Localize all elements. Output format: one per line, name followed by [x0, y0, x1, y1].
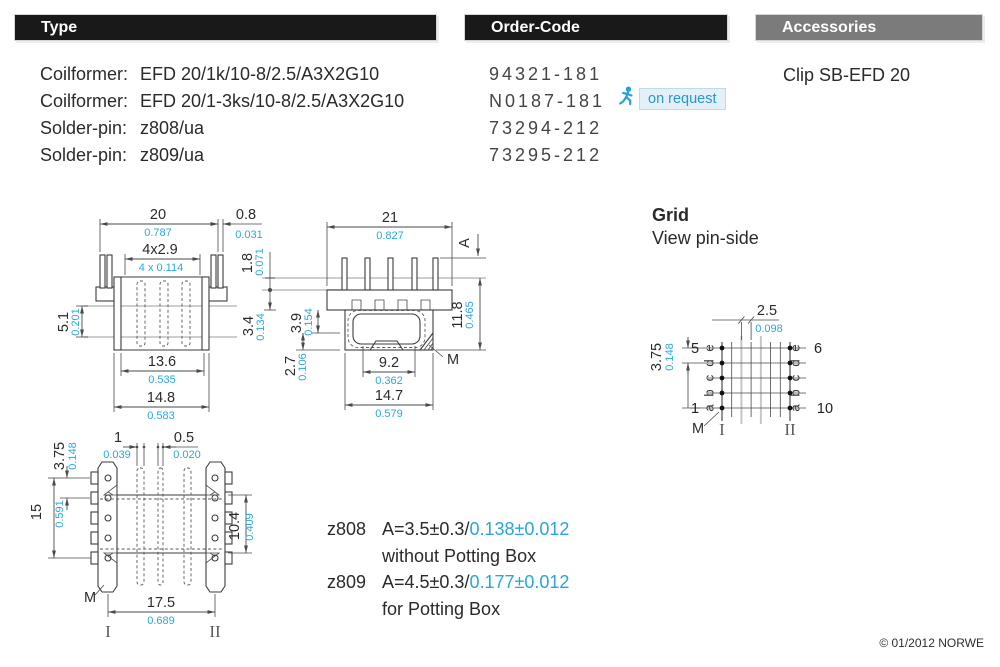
dim-104-mm: 10.4 — [227, 511, 243, 541]
dim-92-mm: 9.2 — [378, 355, 400, 371]
pin-grid-diagram — [649, 303, 833, 439]
pin-row-two-label: II — [209, 622, 221, 641]
dim-175-mm: 17.5 — [146, 595, 176, 611]
grid-dim-375-in: 0.148 — [664, 343, 676, 371]
accessories-header-bar — [755, 14, 983, 41]
grid-col-one-label: I — [719, 420, 725, 439]
type-header-label: Type — [41, 19, 78, 36]
on-request-badge — [617, 87, 726, 111]
dim-20-mm: 20 — [149, 207, 167, 223]
dim-375-in: 0.148 — [67, 442, 79, 470]
chamfer-marker-m: M — [84, 590, 97, 606]
note-row — [327, 543, 569, 570]
grid-row-letter: c — [787, 374, 803, 382]
runner-icon — [617, 85, 637, 114]
order-code-header-bar — [464, 14, 728, 41]
chamfer-marker-m: M — [692, 421, 705, 437]
type-row-label: Coilformer: — [40, 64, 129, 84]
front-view-drawing — [56, 207, 263, 422]
note-formula-inch: 0.177±0.012 — [469, 572, 570, 592]
type-header-bar — [14, 14, 437, 41]
pin-row-one-label: I — [105, 622, 111, 641]
on-request-label: on request — [639, 88, 726, 110]
note-desc: for Potting Box — [382, 598, 501, 619]
dim-136-mm: 13.6 — [147, 354, 177, 370]
dim-05-mm: 0.5 — [173, 430, 195, 446]
dim-147-in: 0.579 — [375, 408, 403, 420]
note-row — [327, 516, 569, 543]
dim-25-in: 0.098 — [755, 323, 783, 335]
dim-147-mm: 14.7 — [374, 388, 404, 404]
grid-row-letter: b — [787, 389, 803, 397]
bottom-view-drawing — [29, 430, 256, 641]
dim-25-mm: 2.5 — [756, 303, 778, 319]
dim-08-mm: 0.8 — [235, 207, 257, 223]
note-indent — [327, 596, 382, 623]
dim-175-in: 0.689 — [147, 615, 175, 627]
dim-51-mm: 5.1 — [56, 311, 72, 333]
order-code: N0187-181 — [489, 91, 606, 111]
dim-27-mm: 2.7 — [283, 355, 299, 377]
dim-18-mm: 1.8 — [240, 252, 256, 274]
grid-row-letter: c — [701, 374, 717, 382]
note-formula-mm: A=3.5±0.3/ — [382, 519, 470, 539]
dim-148-mm: 14.8 — [146, 390, 176, 406]
dim-05-in: 0.020 — [173, 449, 201, 461]
accessory-item: Clip SB-EFD 20 — [783, 65, 911, 85]
dim-148-in: 0.583 — [147, 410, 175, 422]
dim-20-in: 0.787 — [144, 227, 172, 239]
dim-21-in: 0.827 — [376, 230, 404, 242]
grid-dim-375-mm: 3.75 — [649, 342, 665, 372]
order-code-list — [489, 61, 605, 169]
grid-row-letter: a — [701, 404, 717, 412]
grid-row-letter: e — [787, 344, 803, 352]
order-code: 73295-212 — [489, 145, 603, 165]
dim-104-in: 0.409 — [244, 513, 256, 541]
grid-pin-number-10: 10 — [816, 401, 834, 417]
type-row — [40, 88, 404, 115]
note-code: z809 — [327, 572, 367, 592]
dim-15-in: 0.591 — [54, 500, 66, 528]
type-row — [40, 142, 404, 169]
dim-39-in: 0.154 — [303, 308, 315, 336]
grid-pin-number-5: 5 — [690, 341, 700, 357]
grid-pin-number-6: 6 — [813, 341, 823, 357]
dim-18-in: 0.071 — [254, 248, 266, 276]
note-formula-mm: A=4.5±0.3/ — [382, 572, 470, 592]
note-indent — [327, 543, 382, 570]
grid-pin-number-1: 1 — [690, 401, 700, 417]
dim-21-mm: 21 — [381, 210, 399, 226]
dim-15-mm: 15 — [29, 503, 45, 521]
accessories-header-label: Accessories — [782, 19, 877, 36]
dim-A-label: A — [457, 238, 473, 248]
type-row — [40, 61, 404, 88]
grid-title: Grid — [652, 205, 690, 225]
type-list — [40, 61, 404, 169]
grid-row-letter: b — [701, 389, 717, 397]
grid-row-letter: e — [701, 344, 717, 352]
chamfer-marker-m: M — [447, 352, 460, 368]
pin-length-notes — [327, 516, 569, 622]
dim-1-in: 0.039 — [103, 449, 131, 461]
dim-4x29-in: 4 x 0.114 — [138, 262, 184, 274]
type-row-value: EFD 20/1-3ks/10-8/2.5/A3X2G10 — [140, 91, 405, 111]
dim-27-in: 0.106 — [297, 353, 309, 381]
note-row — [327, 569, 569, 596]
dim-51-in: 0.201 — [70, 308, 82, 336]
type-row-label: Solder-pin: — [40, 145, 128, 165]
note-formula-inch: 0.138±0.012 — [469, 519, 570, 539]
type-row-value: z809/ua — [140, 145, 205, 165]
grid-row-letter: d — [787, 359, 803, 367]
dim-34-in: 0.134 — [255, 313, 267, 341]
dim-118-mm: 11.8 — [450, 301, 466, 329]
dim-4x29-mm: 4x2.9 — [142, 242, 178, 258]
dim-375-mm: 3.75 — [52, 441, 68, 471]
note-code: z808 — [327, 519, 367, 539]
order-code: 73294-212 — [489, 118, 603, 138]
note-desc: without Potting Box — [382, 545, 537, 566]
dim-118-in: 0.465 — [464, 301, 476, 329]
type-row — [40, 115, 404, 142]
note-formula — [382, 516, 569, 543]
grid-subtitle: View pin-side — [652, 228, 759, 248]
note-row — [327, 596, 569, 623]
dim-92-in: 0.362 — [375, 375, 403, 387]
order-code: 94321-181 — [489, 64, 603, 84]
note-formula — [382, 569, 569, 596]
dim-1-mm: 1 — [113, 430, 123, 446]
dim-08-in: 0.031 — [235, 229, 263, 241]
grid-row-letter: a — [787, 404, 803, 412]
order-code-header-label: Order-Code — [491, 19, 580, 36]
type-row-label: Solder-pin: — [40, 118, 128, 138]
type-row-value: z808/ua — [140, 118, 205, 138]
side-view-drawing — [240, 210, 486, 420]
copyright-notice: © 01/2012 NORWE — [879, 636, 984, 650]
accessories-list — [783, 62, 910, 89]
dim-136-in: 0.535 — [148, 374, 176, 386]
grid-row-letter: d — [701, 359, 717, 367]
grid-col-two-label: II — [784, 420, 796, 439]
type-row-value: EFD 20/1k/10-8/2.5/A3X2G10 — [140, 64, 380, 84]
dim-39-mm: 3.9 — [289, 312, 305, 334]
dim-34-mm: 3.4 — [241, 315, 257, 337]
type-row-label: Coilformer: — [40, 91, 129, 111]
